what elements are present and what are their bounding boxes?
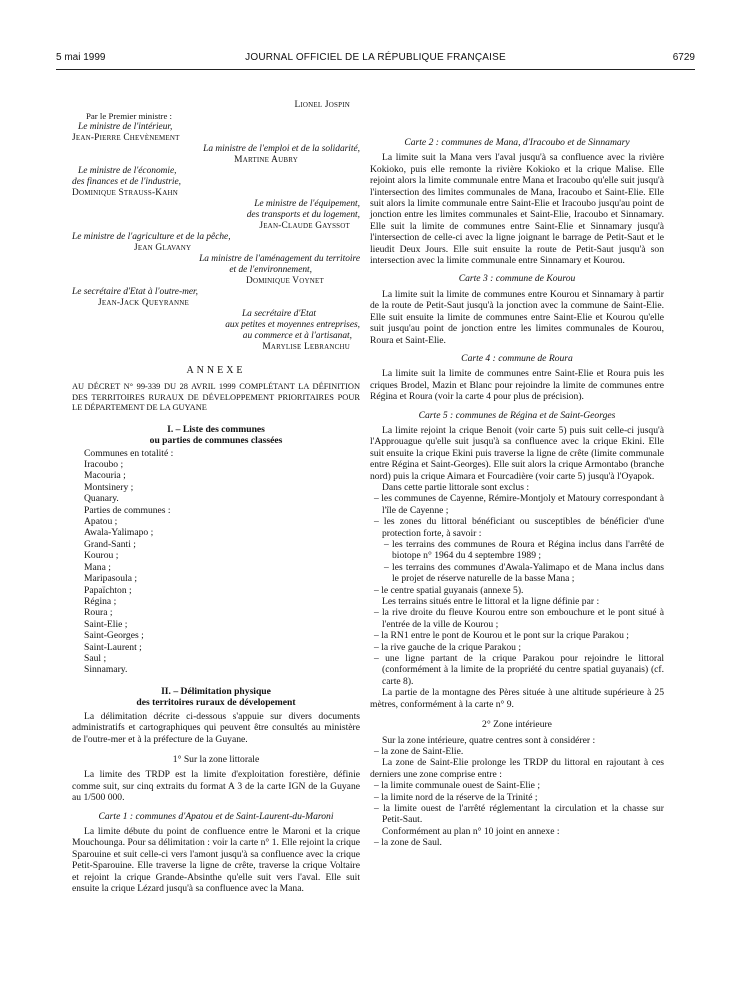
paragraph: Dans cette partie littorale sont exclus : (382, 481, 530, 493)
subsection-title: 2° Zone intérieure (482, 719, 552, 731)
sig-name: Marylise Lebranchu (262, 342, 350, 352)
section-1-title (72, 424, 360, 446)
paragraph: Conformément au plan n° 10 joint en annexe : (382, 825, 560, 837)
list-item: Maripasoula ; (84, 573, 138, 585)
header-page-number: 6729 (672, 52, 695, 63)
paragraph: La limite suit la limite de communes entre Kourou et Sinnamary à partir de la route de Petit-Saut jusqu'à la jonction avec la commune de Saint-Elie. Elle suit ensuite la limite de communes entre Saint-Elie et Kourou qu'elle suit jusqu'au point de jonction entre les limites communales de Kourou, Roura et Saint-Elie. (370, 288, 664, 346)
paragraph: La zone de Saint-Elie prolonge les TRDP du littoral en rajoutant à ces derniers une zone comprise entre : (370, 757, 664, 780)
map-heading: Carte 3 : commune de Kourou (458, 273, 576, 285)
signature-block (72, 100, 360, 353)
list-item: Saul ; (84, 652, 107, 664)
header-date: 5 mai 1999 (56, 52, 106, 63)
sig-role: La secrétaire d'Etat (241, 309, 316, 319)
paragraph: La limite des TRDP est la limite d'exploitation forestière, définie comme suit, sur cinq extraits du format A 3 de la carte IGN de la Guyane au 1/500 000. (72, 769, 360, 804)
list-item: Iracoubo ; (84, 459, 124, 471)
sig-role: au commerce et à l'artisanat, (242, 331, 352, 341)
map-heading: Carte 2 : communes de Mana, d'Iracoubo et de Sinnamary (404, 137, 630, 148)
list-item: Grand-Santi ; (84, 538, 136, 550)
paragraph: Les terrains situés entre le littoral et la ligne définie par : (382, 596, 600, 608)
list-item: Papaïchton ; (84, 584, 132, 596)
map-heading: Carte 5 : communes de Régina et de Saint-Georges (418, 409, 616, 421)
list-item: Awala-Yalimapo ; (84, 527, 154, 539)
list-item: – les communes de Cayenne, Rémire-Montjoly et Matoury correspondant à l'île de Cayenne ; (374, 493, 664, 516)
list-item: Régina ; (84, 595, 117, 607)
list-label: Communes en totalité : (84, 447, 174, 459)
list-item: – la rive gauche de la crique Parakou ; (374, 641, 522, 653)
sig-role: aux petites et moyennes entreprises, (225, 320, 360, 330)
header-rule (56, 69, 695, 70)
page-header (56, 52, 695, 68)
list-item: – les terrains des communes d'Awala-Yalimapo et de Mana inclus dans le projet de réserve naturelle de la basse Mana ; (384, 561, 664, 585)
list-item: – une ligne partant de la crique Parakou pour rejoindre le littoral (conformément à la limite de la propriété du centre spatial guyanais) (cf. carte 8). (374, 653, 664, 687)
paragraph: La limite suit la Mana vers l'aval jusqu'à sa confluence avec la rivière Kokioko, puis elle remonte la rivière Kokioko et la crique Malise. Elle rejoint alors la limite communale entre Mana et Iracoubo qu'elle suit jusqu'à l'intersection des limites communales de Mana, Iracoubo et Saint-Elie. Elle suit alors la limite communale entre Saint-Elie et Iracoubo jusqu'au point de jonction entre les limites communales et Saint-Elie, Iracoubo et Sinnamary. Elle suit la limite de communes entre Saint-Elie et Sinnamary jusqu'à l'intersection de celle-ci avec la ligne joignant le barrage de Petit-Saut et le lieudit Deux Jours. Elle suit ensuite la route de Petit-Saut jusqu'à son intersection avec la limite communale entre Sinnamary et Kourou. (370, 152, 664, 267)
sig-role: Le ministre de l'intérieur, (78, 122, 173, 132)
annex-title: ANNEXE (186, 365, 246, 376)
section-2-title (72, 686, 360, 708)
paragraph: La limite débute du point de confluence entre le Maroni et la crique Mouchounga. Pour sa délimitation : voir la carte n° 1. Elle rejoint la crique Sparouine et suit celle-ci vers l'amont jusqu'à sa confluence avec la crique Petit-Sparouine. Elle traverse la ligne de crête, traverse la crique Voltaire et rejoint la crique Grande-Absinthe qu'elle suit vers l'aval. Elle suit ensuite la crique Lézard jusqu'à sa confluence avec la Mana. (72, 826, 360, 895)
list-item: – les terrains des communes de Roura et Régina inclus dans l'arrêté de biotope n° 1964 du 4 septembre 1989 ; (384, 539, 664, 562)
list-item: Montsinery ; (84, 481, 134, 493)
sig-name: Dominique Voynet (245, 276, 324, 286)
sig-role: La ministre de l'aménagement du territoire (199, 254, 360, 264)
par-le-premier-ministre: Par le Premier ministre : (86, 111, 172, 121)
section-title-line: ou parties de communes classées (149, 434, 283, 446)
communes-list (72, 448, 360, 676)
list-item: – le centre spatial guyanais (annexe 5). (374, 584, 524, 596)
sig-role: Le secrétaire d'Etat à l'outre-mer, (72, 287, 198, 297)
left-column (72, 100, 360, 894)
sig-role: des finances et de l'industrie, (72, 177, 182, 187)
sig-role: Le ministre de l'équipement, (254, 199, 360, 209)
sig-role: Le ministre de l'agriculture et de la pêche, (72, 232, 231, 242)
section-title-line: I. – Liste des communes (167, 423, 265, 435)
sig-name: Jean Glavany (134, 243, 192, 253)
subsection-title: 1° Sur la zone littorale (172, 753, 260, 765)
paragraph: La partie de la montagne des Pères située à une altitude supérieure à 25 mètres, conformément à la carte n° 9. (370, 687, 664, 710)
list-item: Sinnamary. (84, 664, 128, 676)
sig-name: Jean-Pierre Chevènement (72, 133, 180, 143)
list-item: Quanary. (84, 493, 119, 505)
list-item: Saint-Georges ; (84, 630, 144, 642)
pm-name: Lionel Jospin (294, 100, 350, 110)
list-item: – la zone de Saint-Elie. (374, 745, 464, 757)
list-item: – la RN1 entre le pont de Kourou et le pont sur la crique Parakou ; (374, 630, 629, 642)
paragraph: Sur la zone intérieure, quatre centres sont à considérer : (382, 734, 596, 746)
sig-role: Le ministre de l'économie, (78, 166, 177, 176)
list-item: Roura ; (84, 607, 113, 619)
list-item: Saint-Laurent ; (84, 641, 142, 653)
decree-reference: AU DÉCRET N° 99-339 DU 28 AVRIL 1999 COMPLÉTANT LA DÉFINITION DES TERRITOIRES RURAUX DE DÉVELOPPEMENT PRIORITAIRES POUR LE DÉPARTEMENT DE LA GUYANE (72, 382, 360, 413)
list-item: – la zone de Saul. (374, 837, 442, 849)
header-journal-title: JOURNAL OFFICIEL DE LA RÉPUBLIQUE FRANÇAISE (245, 52, 506, 63)
list-item: Saint-Elie ; (84, 618, 128, 630)
section-title-line: des territoires ruraux de dévelopement (136, 696, 296, 708)
sig-name: Martine Aubry (234, 155, 298, 165)
sig-role: et de l'environnement, (229, 265, 312, 275)
list-item: – la limite nord de la réserve de la Trinité ; (374, 791, 538, 803)
sig-name: Jean-Jack Queyranne (98, 298, 189, 308)
list-item: – la rive droite du fleuve Kourou entre son embouchure et le pont situé à l'entrée de la ville de Kourou ; (374, 607, 664, 630)
list-item: – les zones du littoral bénéficiant ou susceptibles de bénéficier d'une protection forte, à savoir : (374, 516, 664, 539)
sig-role: La ministre de l'emploi et de la solidarité, (203, 144, 360, 154)
paragraph: La limite rejoint la crique Benoit (voir carte 5) puis suit celle-ci jusqu'à l'Approuague qu'elle suit jusqu'à sa confluence avec la crique Ekini. Elle suit ensuite la crique Ekini puis traverse la ligne de crête (limite communale entre Régina et Saint-Georges). Elle suit alors la crique Armontabo (branche nord) puis la crique Aimara et Fourcadière (voir carte 5) jusqu'à l'Oyapok. (370, 424, 664, 482)
sig-role: des transports et du logement, (246, 210, 360, 220)
list-item: Kourou ; (84, 550, 119, 562)
paragraph: La limite suit la limite de communes entre Saint-Elie et Roura puis les criques Brodel, Mazin et Blanc pour rejoindre la limite de communes entre Régina et Roura (voir la carte 4 pour plus de précision). (370, 368, 664, 403)
right-column-content (370, 100, 664, 849)
list-item: Mana ; (84, 561, 111, 573)
map-heading: Carte 1 : communes d'Apatou et de Saint-Laurent-du-Maroni (98, 810, 334, 822)
sig-name: Dominique Strauss-Kahn (72, 188, 179, 198)
sig-name: Jean-Claude Gayssot (259, 221, 350, 231)
list-item: Apatou ; (84, 516, 118, 528)
list-item: Macouria ; (84, 470, 126, 482)
paragraph: La délimitation décrite ci-dessous s'appuie sur divers documents administratifs et cartographiques qui peuvent être consultés au ministère de l'outre-mer et à la préfecture de la Guyane. (72, 710, 360, 745)
section-title-line: II. – Délimitation physique (161, 685, 271, 697)
map-heading: Carte 4 : commune de Roura (461, 352, 573, 364)
list-label: Parties de communes : (84, 504, 171, 516)
list-item: – la limite ouest de l'arrêté réglementant la circulation et la chasse sur Petit-Saut. (374, 802, 664, 826)
list-item: – la limite communale ouest de Saint-Elie ; (374, 780, 540, 792)
